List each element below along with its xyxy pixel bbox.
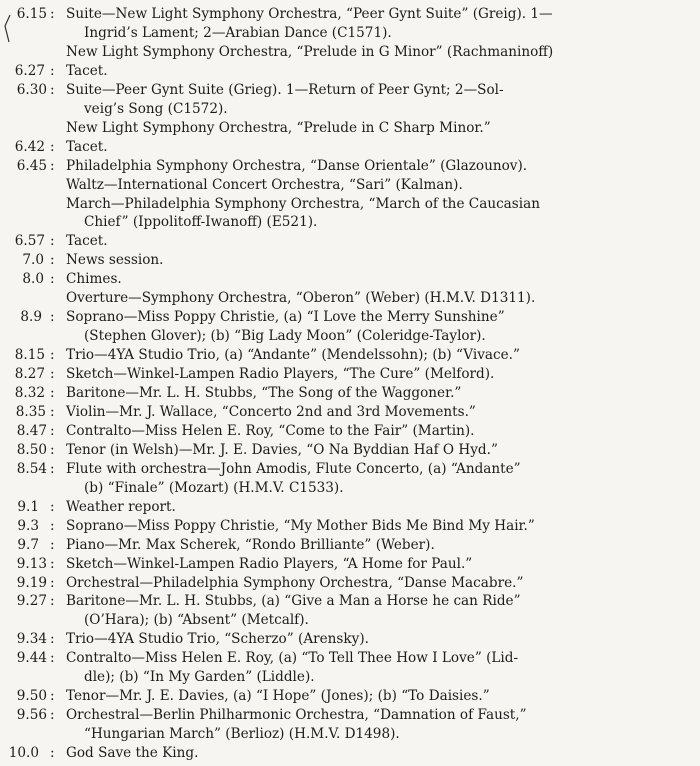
time-separator: : (50, 536, 55, 553)
programme-text: (Stephen Glover); (b) “Big Lady Moon” (Coleridge-Taylor). (84, 328, 486, 345)
time-separator: : (50, 688, 55, 705)
programme-line (0, 326, 700, 346)
time-separator: : (50, 347, 55, 364)
time-label: 6.42 (14, 138, 45, 155)
programme-text: Baritone—Mr. L. H. Stubbs, (a) “Give a Man a Horse he can Ride” (66, 593, 521, 610)
programme-text: Suite—Peer Gynt Suite (Grieg). 1—Return of Peer Gynt; 2—Sol- (66, 81, 504, 98)
time-separator: : (50, 233, 55, 250)
time-separator: : (50, 385, 55, 401)
programme-text: veig’s Song (C1572). (84, 100, 228, 117)
programme-line (0, 231, 700, 251)
time-label: 9.7 (17, 536, 39, 553)
programme-line (0, 269, 700, 289)
time-separator: : (50, 460, 55, 477)
time-label: 8.0 (22, 271, 44, 288)
programme-line (0, 118, 700, 138)
time-label: 8.27 (14, 366, 45, 383)
programme-text: Trio—4YA Studio Trio, (a) “Andante” (Mendelssohn); (b) “Vivace.” (66, 347, 520, 364)
programme-line (0, 516, 700, 536)
programme-line (0, 4, 700, 24)
programme-text: Chimes. (66, 271, 122, 288)
programme-text: March—Philadelphia Symphony Orchestra, “March of the Caucasian (66, 195, 540, 212)
programme-line (0, 212, 700, 232)
time-separator: : (50, 707, 55, 724)
time-separator: : (50, 574, 55, 591)
time-separator: : (50, 441, 55, 458)
time-label: 6.45 (16, 157, 47, 174)
programme-line (0, 194, 700, 214)
time-label: 9.19 (16, 574, 47, 591)
time-label: 6.30 (16, 81, 47, 98)
programme-line (0, 686, 700, 706)
programme-text: Flute with orchestra—John Amodis, Flute Concerto, (a) “Andante” (66, 460, 521, 477)
programme-line (0, 667, 700, 687)
programme-line (0, 175, 700, 195)
programme-line (0, 307, 700, 327)
programme-text: Tenor (in Welsh)—Mr. J. E. Davies, “O Na Byddian Haf O Hyd.” (66, 441, 498, 458)
programme-text: Trio—4YA Studio Trio, “Scherzo” (Arensky). (66, 631, 369, 648)
programme-text: Soprano—Miss Poppy Christie, “My Mother Bids Me Bind My Hair.” (66, 517, 535, 534)
programme-line (0, 250, 700, 270)
programme-text: Soprano—Miss Poppy Christie, (a) “I Love the Merry Sunshine” (66, 309, 505, 326)
programme-line (0, 383, 700, 403)
programme-line (0, 705, 700, 725)
programme-line (0, 288, 700, 308)
programme-line (0, 478, 700, 498)
programme-line (0, 61, 700, 81)
programme-text: Waltz—International Concert Orchestra, “Sari” (Kalman). (66, 176, 463, 193)
programme-line (0, 648, 700, 668)
programme-text: Philadelphia Symphony Orchestra, “Danse Orientale” (Glazounov). (66, 157, 528, 174)
programme-line (0, 42, 700, 62)
programme-text: Piano—Mr. Max Scherek, “Rondo Brilliante” (Weber). (66, 536, 435, 553)
time-label: 8.15 (14, 347, 45, 364)
time-label: 8.35 (15, 403, 46, 420)
time-label: 6.15 (16, 6, 47, 22)
programme-text: Contralto—Miss Helen E. Roy, “Come to the Fair” (Martin). (66, 422, 475, 439)
time-separator: : (50, 309, 55, 326)
programme-line (0, 345, 700, 365)
programme-text: “Hungarian March” (Berlioz) (H.M.V. D1498). (84, 726, 400, 743)
time-separator: : (50, 138, 55, 155)
programme-line (0, 591, 700, 611)
programme-line (0, 629, 700, 649)
time-label: 8.54 (16, 460, 47, 477)
time-label: 9.34 (16, 631, 47, 648)
programme-line (0, 364, 700, 384)
programme-line (0, 80, 700, 100)
programme-text: (b) “Finale” (Mozart) (H.M.V. C1533). (84, 479, 344, 496)
time-separator: : (50, 593, 55, 610)
programme-text: Sketch—Winkel-Lampen Radio Players, “The Cure” (Melford). (66, 366, 495, 383)
time-separator: : (50, 252, 55, 269)
programme-text: Ingrid’s Lament; 2—Arabian Dance (C1571). (84, 24, 392, 41)
programme-text: Tacet. (66, 62, 108, 79)
time-label: 9.44 (16, 650, 47, 667)
programme-text: Tacet. (66, 233, 108, 250)
programme-line (0, 497, 700, 517)
time-label: 10.0 (8, 745, 39, 761)
programme-text: Tacet. (66, 138, 108, 155)
programme-line (0, 743, 700, 763)
programme-text: Overture—Symphony Orchestra, “Oberon” (Weber) (H.M.V. D1311). (66, 290, 536, 307)
programme-line (0, 402, 700, 422)
programme-text: Sketch—Winkel-Lampen Radio Players, “A Home for Paul.” (66, 555, 473, 572)
time-separator: : (50, 366, 55, 383)
programme-line (0, 440, 700, 460)
programme-line (0, 23, 700, 43)
time-label: 9.13 (16, 555, 47, 572)
time-separator: : (50, 157, 55, 174)
time-label: 7.0 (22, 252, 44, 269)
programme-line (0, 554, 700, 574)
programme-line (0, 99, 700, 119)
time-label: 9.50 (16, 688, 47, 705)
programme-text: Violin—Mr. J. Wallace, “Concerto 2nd and 3rd Movements.” (66, 403, 476, 420)
time-separator: : (50, 422, 55, 439)
programme-line (0, 459, 700, 479)
programme-text: Baritone—Mr. L. H. Stubbs, “The Song of the Waggoner.” (66, 385, 462, 401)
time-label: 9.27 (16, 593, 47, 610)
time-separator: : (50, 403, 55, 420)
programme-line (0, 573, 700, 593)
time-separator: : (50, 271, 55, 288)
programme-text: Tenor—Mr. J. E. Davies, (a) “I Hope” (Jones); (b) “To Daisies.” (66, 688, 490, 705)
programme-text: Orchestral—Berlin Philharmonic Orchestra, “Damnation of Faust,” (66, 707, 527, 724)
programme-text: (O’Hara); (b) “Absent” (Metcalf). (84, 612, 309, 629)
time-label: 6.27 (14, 62, 45, 79)
time-separator: : (50, 498, 55, 515)
time-label: 8.47 (16, 422, 47, 439)
time-separator: : (50, 631, 55, 648)
programme-text: Orchestral—Philadelphia Symphony Orchestra, “Danse Macabre.” (66, 574, 524, 591)
programme-text: New Light Symphony Orchestra, “Prelude in G Minor” (Rachmaninoff) (66, 43, 554, 60)
time-separator: : (50, 555, 55, 572)
time-separator: : (50, 6, 55, 22)
programme-text: God Save the King. (66, 745, 199, 761)
time-label: 9.1 (17, 498, 39, 515)
programme-text: Weather report. (66, 498, 176, 515)
programme-text: Contralto—Miss Helen E. Roy, (a) “To Tell Thee How I Love” (Lid- (66, 650, 519, 667)
time-separator: : (50, 745, 55, 761)
time-label: 8.50 (16, 441, 47, 458)
programme-text: New Light Symphony Orchestra, “Prelude in C Sharp Minor.” (66, 119, 491, 136)
time-label: 9.3 (17, 517, 39, 534)
programme-line (0, 535, 700, 555)
time-separator: : (50, 517, 55, 534)
programme-text: Suite—New Light Symphony Orchestra, “Peer Gynt Suite” (Greig). 1— (66, 6, 553, 22)
programme-line (0, 137, 700, 157)
programme-text: dle); (b) “In My Garden” (Liddle). (84, 669, 315, 686)
time-label: 8.32 (14, 385, 45, 401)
time-separator: : (50, 81, 55, 98)
time-label: 6.57 (14, 233, 45, 250)
time-separator: : (50, 62, 55, 79)
time-separator: : (50, 650, 55, 667)
programme-text: Chief” (Ippolitoff-Iwanoff) (E521). (84, 214, 318, 231)
programme-line (0, 421, 700, 441)
programme-line (0, 724, 700, 744)
time-label: 9.56 (16, 707, 47, 724)
programme-text: News session. (66, 252, 164, 269)
programme-line (0, 156, 700, 176)
programme-line (0, 610, 700, 630)
time-label: 8.9 (20, 309, 42, 326)
